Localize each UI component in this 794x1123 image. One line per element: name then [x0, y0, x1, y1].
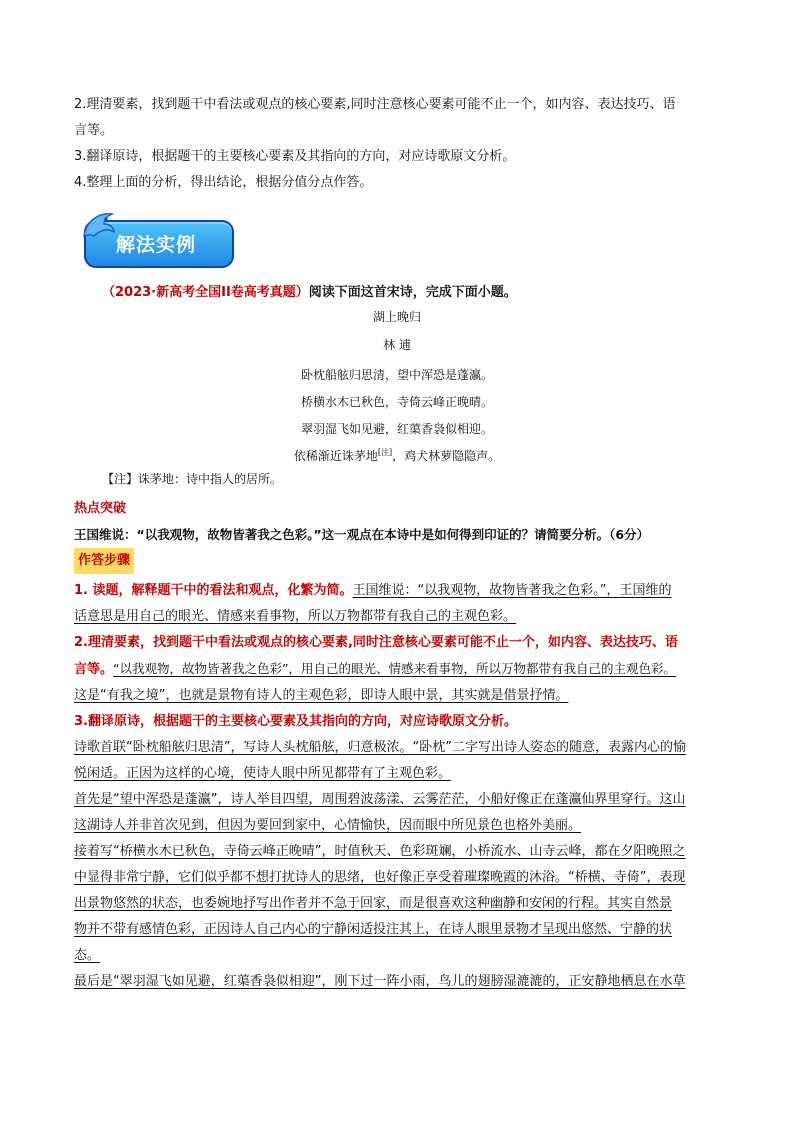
section-heading: 热点突破	[74, 501, 127, 516]
poem-line-1: 卧枕船舷归思清，望中浑恐是蓬瀛。	[300, 368, 493, 382]
answer-2-head-a: 2.理清要素，找到题干中看法或观点的核心要素,同时注意核心要素可能不止一个，如内容、表达技巧、语	[74, 635, 678, 650]
poem-line-4b: ，鸡犬林萝隐隐声。	[392, 449, 501, 463]
answer-1-head: 1. 读题，解释题干中的看法和观点，化繁为简。	[74, 583, 353, 598]
poem-line-3: 翠羽湿飞如见避，红蕖香袅似相迎。	[300, 422, 493, 436]
step-4: 4.整理上面的分析，得出结论，根据分值分点作答。	[74, 175, 373, 190]
para-1-line-2: 悦闲适。正因为这样的心境，使诗人眼中所见都带有了主观色彩。	[74, 766, 452, 781]
dolphin-icon	[80, 208, 120, 248]
para-3-line-4: 物并不带有感情色彩，正因诗人自己内心的宁静闲适投注其上，在诗人眼里景物才呈现出悠然、宁静的状	[74, 922, 673, 937]
answer-2-body-a: “以我观物，故物皆著我之色彩”，用自己的眼光、情感来看事物，所以万物都带有我自己的主观色彩。	[113, 661, 676, 676]
answer-3-head: 3.翻译原诗，根据题干的主要核心要素及其指向的方向，对应诗歌原文分析。	[74, 714, 517, 729]
answer-steps-tag: 作答步骤	[74, 548, 134, 574]
step-3: 3.翻译原诗，根据题干的主要核心要素及其指向的方向，对应诗歌原文分析。	[74, 149, 516, 164]
step-2-line-2: 言等。	[74, 123, 114, 138]
poem-title: 湖上晚归	[372, 310, 421, 324]
intro-text: 阅读下面这首宋诗，完成下面小题。	[308, 285, 517, 300]
hotspot-section	[74, 496, 724, 574]
para-3-line-3: 出景物悠然的状态，也委婉地抒写出作者并不急于回家，而是很喜欢这种幽静和安闲的行程。其实自然景	[74, 896, 673, 911]
answer-2-head-b: 言等。	[74, 662, 114, 677]
para-2-line-2: 这湖诗人并非首次见到，但因为要回到家中，心情愉快，因而眼中所见景色也格外美丽。	[74, 818, 582, 833]
question-intro	[102, 280, 752, 306]
poem-line-2: 桥横水木已秋色，寺倚云峰正晚晴。	[300, 395, 493, 409]
exam-source: （2023·新高考全国II卷高考真题）	[102, 285, 309, 300]
method-steps	[74, 92, 724, 196]
poem-author: 林 逋	[383, 338, 411, 352]
para-1-line-1: 诗歌首联“卧枕船舷归思清”，写诗人头枕船舷，归意极浓。“卧枕”二字写出诗人姿态的随意，表露内心的愉	[74, 740, 686, 755]
answer-body	[74, 578, 724, 995]
answer-1-body-b: 话意思是用自己的眼光、情感来看事物，所以万物都带有我自己的主观色彩。	[74, 609, 517, 624]
para-3-line-5: 态。	[74, 948, 101, 963]
para-2-line-1: 首先是“望中浑恐是蓬瀛”，诗人举目四望，周围碧波荡漾、云雾茫茫，小船好像正在蓬瀛仙界里穿行。这山	[74, 792, 686, 807]
para-4-line-1: 最后是“翠羽湿飞如见避，红蕖香袅似相迎”，刚下过一阵小雨，鸟儿的翅膀湿漉漉的，正安静地栖息在水草	[74, 974, 686, 989]
poem-note-marker: [注]	[377, 448, 393, 457]
step-2-line-1: 2.理清要素，找到题干中看法或观点的核心要素,同时注意核心要素可能不止一个，如内容、表达技巧、语	[74, 97, 676, 112]
badge-label: 解法实例	[116, 234, 197, 256]
question-text: 王国维说：“以我观物，故物皆著我之色彩。”这一观点在本诗中是如何得到印证的？请简要分析。（6分）	[74, 527, 650, 542]
solution-example-badge	[80, 208, 232, 268]
poem-line-4a: 依稀渐近诛茅地	[293, 449, 378, 463]
answer-1-body-a: 王国维说：“以我观物，故物皆著我之色彩。”，王国维的	[352, 583, 672, 598]
answer-2-body-b: 这是“有我之境”，也就是景物有诗人的主观色彩，即诗人眼中景，其实就是借景抒情。	[74, 688, 569, 703]
para-3-line-1: 接着写“桥横水木已秋色，寺倚云峰正晚晴”，时值秋天、色彩斑斓，小桥流水、山寺云峰，都在夕阳晚照之	[74, 844, 686, 859]
para-3-line-2: 中显得非常宁静，它们似乎都不想打扰诗人的思绪，也好像正享受着璀璨晚霞的沐浴。“桥横、寺倚”，表现	[74, 870, 686, 885]
poem-line-4	[0, 447, 794, 464]
poem-note: 【注】诛茅地：诗中指人的居所。	[102, 472, 283, 486]
